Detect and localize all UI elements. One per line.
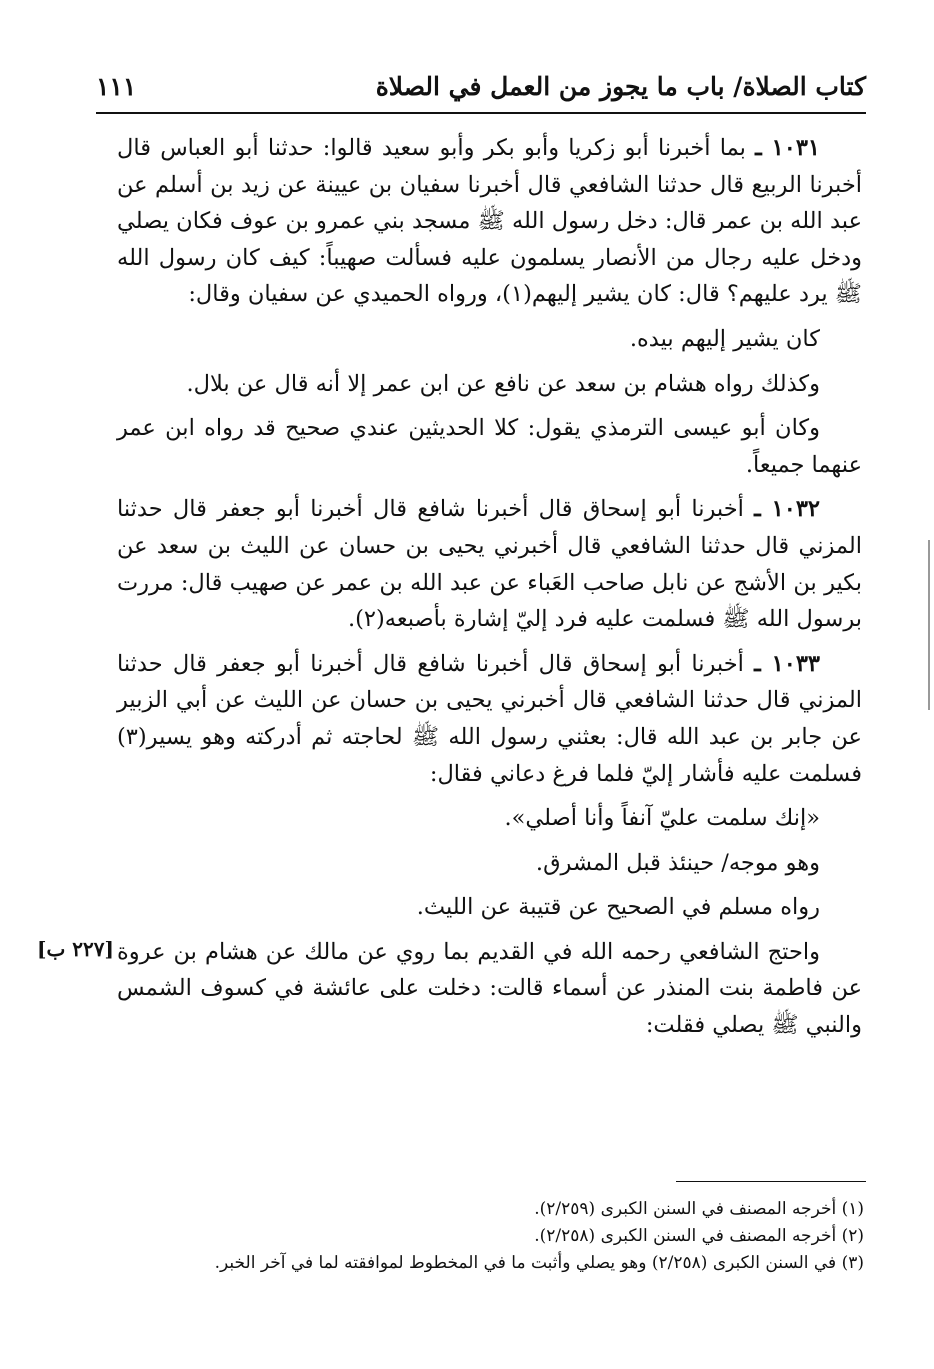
hadith-1031 — [117, 130, 862, 313]
paragraph-text: واحتج الشافعي رحمه الله في القديم بما روي عن مالك عن هشام بن عروة عن فاطمة بنت المنذر عن أسماء قالت: دخلت على عائشة في كسوف الشمس والنبي ﷺ يصلي فقلت: — [117, 938, 862, 1039]
footnote-2: (٢) أخرجه المصنف في السنن الكبرى (٢/٢٥٨). — [534, 1226, 864, 1246]
running-title: كتاب الصلاة/ باب ما يجوز من العمل في الصلاة — [375, 72, 866, 101]
paragraph-text: وكان أبو عيسى الترمذي يقول: كلا الحديثين عندي صحيح قد رواه ابن عمر عنهما جميعاً. — [117, 415, 862, 478]
hadith-number: ١٠٣١ ـ — [755, 135, 820, 161]
paragraph — [117, 889, 862, 926]
footnote-divider — [676, 1181, 866, 1182]
paragraph-text: رواه مسلم في الصحيح عن قتيبة عن الليث. — [416, 894, 820, 921]
paragraph — [117, 321, 862, 358]
page-header — [96, 68, 866, 114]
page-number: ١١١ — [96, 72, 137, 101]
paragraph — [117, 934, 862, 1044]
hadith-number: ١٠٣٣ ـ — [754, 650, 820, 677]
paragraph — [117, 845, 862, 882]
main-text — [117, 130, 862, 1052]
scan-edge-mark — [928, 540, 930, 710]
paragraph-text: وهو موجه/ حينئذ قبل المشرق. — [535, 849, 820, 876]
footnote-3: (٣) في السنن الكبرى (٢/٢٥٨) وهو يصلي وأثبت ما في المخطوط لموافقته لما في آخر الخبر. — [214, 1253, 864, 1273]
paragraph-text: كان يشير إليهم بيده. — [629, 325, 820, 352]
paragraph — [117, 410, 862, 483]
manuscript-folio-note: [٢٢٧ ب] — [37, 937, 114, 961]
paragraph — [117, 800, 862, 837]
paragraph-text: بما أخبرنا أبو زكريا وأبو بكر وأبو سعيد قالوا: حدثنا أبو العباس قال أخبرنا الربيع قال حدثنا الشافعي قال أخبرنا سفيان بن عيينة عن زيد بن أسلم عن عبد الله بن عمر قال: دخل رسول الله ﷺ مسجد بني عمرو بن عوف فكان يصلي ودخل عليه رجال من الأنصار يسلمون عليه فسألت صهيباً: كيف كان رسول الله ﷺ يرد عليهم؟ قال: كان يشير إليهم(١)، ورواه الحميدي عن سفيان وقال: — [117, 135, 862, 308]
hadith-1033 — [117, 646, 862, 792]
paragraph-text: أخبرنا أبو إسحاق قال أخبرنا شافع قال أخبرنا أبو جعفر قال حدثنا المزني قال حدثنا الشافعي قال أخبرني يحيى بن حسان عن الليث بن سعد عن بكير بن الأشج عن نابل صاحب العَباء عن عبد الله بن عمر عن صهيب قال: مررت برسول الله ﷺ فسلمت عليه فرد إليّ إشارة بأصبعه(٢). — [117, 496, 862, 633]
footnote-1: (١) أخرجه المصنف في السنن الكبرى (٢/٢٥٩). — [534, 1199, 864, 1219]
hadith-1032 — [117, 491, 862, 637]
paragraph-text: أخبرنا أبو إسحاق قال أخبرنا شافع قال أخبرنا أبو جعفر قال حدثنا المزني قال حدثنا الشافعي قال أخبرني يحيى بن حسان عن الليث عن أبي الزبير عن جابر بن عبد الله قال: بعثني رسول الله ﷺ لحاجته ثم أدركته وهو يسير(٣) فسلمت عليه فأشار إليّ فلما فرغ دعاني فقال: — [117, 650, 862, 787]
footnotes — [110, 1196, 864, 1277]
paragraph-text: وكذلك رواه هشام بن سعد عن نافع عن ابن عمر إلا أنه قال عن بلال. — [186, 370, 820, 397]
hadith-number: ١٠٣٢ ـ — [754, 496, 820, 523]
paragraph — [117, 366, 862, 403]
paragraph-text: «إنك سلمت عليّ آنفاً وأنا أصلي». — [504, 805, 820, 832]
